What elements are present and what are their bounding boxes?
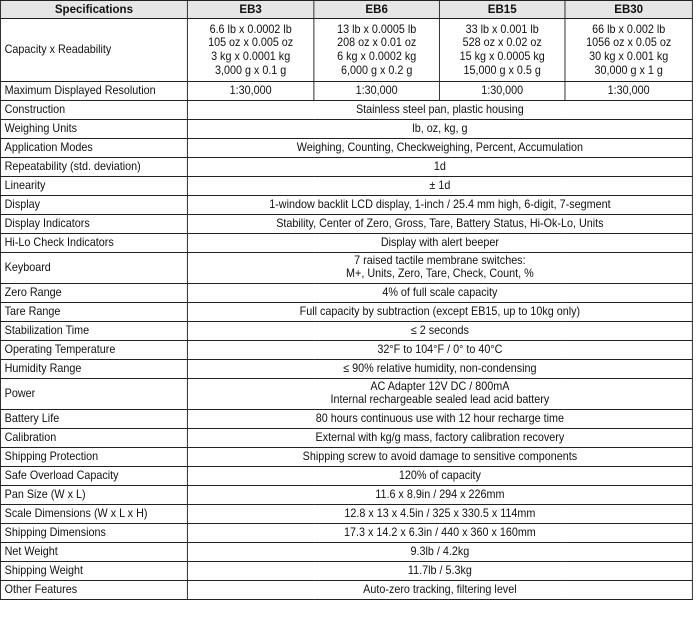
spec-label: Power [0, 379, 187, 410]
spec-value: 1-window backlit LCD display, 1-inch / 25.4 mm high, 6-digit, 7-segment [187, 196, 692, 215]
model-header-eb15: EB15 [439, 1, 565, 19]
spec-value: Full capacity by subtraction (except EB15, up to 10kg only) [187, 303, 692, 322]
spec-label: Net Weight [0, 543, 187, 562]
spec-value: ≤ 90% relative humidity, non-condensing [187, 360, 692, 379]
spec-row [0, 562, 692, 581]
spec-label: Battery Life [0, 410, 187, 429]
spec-label: Hi-Lo Check Indicators [0, 234, 187, 253]
spec-row [0, 360, 692, 379]
spec-value: 32°F to 104°F / 0° to 40°C [187, 341, 692, 360]
model-header-eb6: EB6 [314, 1, 440, 19]
spec-label: Operating Temperature [0, 341, 187, 360]
spec-value: AC Adapter 12V DC / 800mA Internal rechargeable sealed lead acid battery [187, 379, 692, 410]
spec-row [0, 303, 692, 322]
spec-value: Weighing, Counting, Checkweighing, Percent, Accumulation [187, 139, 692, 158]
spec-value: Shipping screw to avoid damage to sensitive components [187, 448, 692, 467]
spec-value: 1d [187, 158, 692, 177]
spec-label: Shipping Weight [0, 562, 187, 581]
specifications-header: Specifications [0, 1, 187, 19]
resolution-eb15: 1:30,000 [439, 82, 565, 101]
spec-label: Humidity Range [0, 360, 187, 379]
resolution-row [0, 82, 692, 101]
header-row [0, 1, 692, 19]
resolution-eb3: 1:30,000 [187, 82, 313, 101]
spec-label: Scale Dimensions (W x L x H) [0, 505, 187, 524]
spec-label: Repeatability (std. deviation) [0, 158, 187, 177]
spec-value: ≤ 2 seconds [187, 322, 692, 341]
spec-label: Other Features [0, 581, 187, 600]
spec-value: Stainless steel pan, plastic housing [187, 101, 692, 120]
spec-value: ± 1d [187, 177, 692, 196]
spec-label: Display Indicators [0, 215, 187, 234]
model-header-eb3: EB3 [187, 1, 313, 19]
spec-value: 4% of full scale capacity [187, 284, 692, 303]
spec-label: Keyboard [0, 253, 187, 284]
spec-row [0, 429, 692, 448]
resolution-eb6: 1:30,000 [314, 82, 440, 101]
spec-value: 7 raised tactile membrane switches: M+, Units, Zero, Tare, Check, Count, % [187, 253, 692, 284]
spec-value: 9.3lb / 4.2kg [187, 543, 692, 562]
spec-row [0, 322, 692, 341]
spec-label: Linearity [0, 177, 187, 196]
spec-label: Zero Range [0, 284, 187, 303]
spec-row [0, 177, 692, 196]
spec-row [0, 448, 692, 467]
capacity-label: Capacity x Readability [0, 19, 187, 82]
spec-label: Weighing Units [0, 120, 187, 139]
spec-row [0, 524, 692, 543]
spec-value: Display with alert beeper [187, 234, 692, 253]
spec-row [0, 120, 692, 139]
spec-row [0, 486, 692, 505]
spec-value: 11.6 x 8.9in / 294 x 226mm [187, 486, 692, 505]
spec-row [0, 581, 692, 600]
spec-row [0, 379, 692, 410]
spec-label: Construction [0, 101, 187, 120]
spec-row [0, 467, 692, 486]
capacity-eb15: 33 lb x 0.001 lb 528 oz x 0.02 oz 15 kg x 0.0005 kg 15,000 g x 0.5 g [439, 19, 565, 82]
spec-value: 17.3 x 14.2 x 6.3in / 440 x 360 x 160mm [187, 524, 692, 543]
spec-row [0, 410, 692, 429]
capacity-eb3: 6.6 lb x 0.0002 lb 105 oz x 0.005 oz 3 kg x 0.0001 kg 3,000 g x 0.1 g [187, 19, 313, 82]
spec-label: Display [0, 196, 187, 215]
spec-label: Safe Overload Capacity [0, 467, 187, 486]
spec-label: Application Modes [0, 139, 187, 158]
spec-label: Shipping Dimensions [0, 524, 187, 543]
spec-row [0, 101, 692, 120]
spec-value: lb, oz, kg, g [187, 120, 692, 139]
spec-label: Stabilization Time [0, 322, 187, 341]
spec-value: 11.7lb / 5.3kg [187, 562, 692, 581]
spec-row [0, 253, 692, 284]
spec-value: External with kg/g mass, factory calibration recovery [187, 429, 692, 448]
spec-value: 120% of capacity [187, 467, 692, 486]
spec-row [0, 139, 692, 158]
spec-label: Calibration [0, 429, 187, 448]
spec-row [0, 234, 692, 253]
spec-row [0, 505, 692, 524]
spec-label: Shipping Protection [0, 448, 187, 467]
spec-value: 80 hours continuous use with 12 hour recharge time [187, 410, 692, 429]
spec-label: Pan Size (W x L) [0, 486, 187, 505]
spec-label: Tare Range [0, 303, 187, 322]
capacity-row [0, 19, 692, 82]
resolution-label: Maximum Displayed Resolution [0, 82, 187, 101]
model-header-eb30: EB30 [565, 1, 692, 19]
spec-row [0, 543, 692, 562]
spec-row [0, 215, 692, 234]
capacity-eb6: 13 lb x 0.0005 lb 208 oz x 0.01 oz 6 kg x 0.0002 kg 6,000 g x 0.2 g [314, 19, 440, 82]
capacity-eb30: 66 lb x 0.002 lb 1056 oz x 0.05 oz 30 kg x 0.001 kg 30,000 g x 1 g [565, 19, 692, 82]
spec-row [0, 341, 692, 360]
spec-row [0, 196, 692, 215]
spec-row [0, 284, 692, 303]
spec-value: Stability, Center of Zero, Gross, Tare, Battery Status, Hi-Ok-Lo, Units [187, 215, 692, 234]
spec-value: Auto-zero tracking, filtering level [187, 581, 692, 600]
spec-value: 12.8 x 13 x 4.5in / 325 x 330.5 x 114mm [187, 505, 692, 524]
spec-row [0, 158, 692, 177]
resolution-eb30: 1:30,000 [565, 82, 692, 101]
